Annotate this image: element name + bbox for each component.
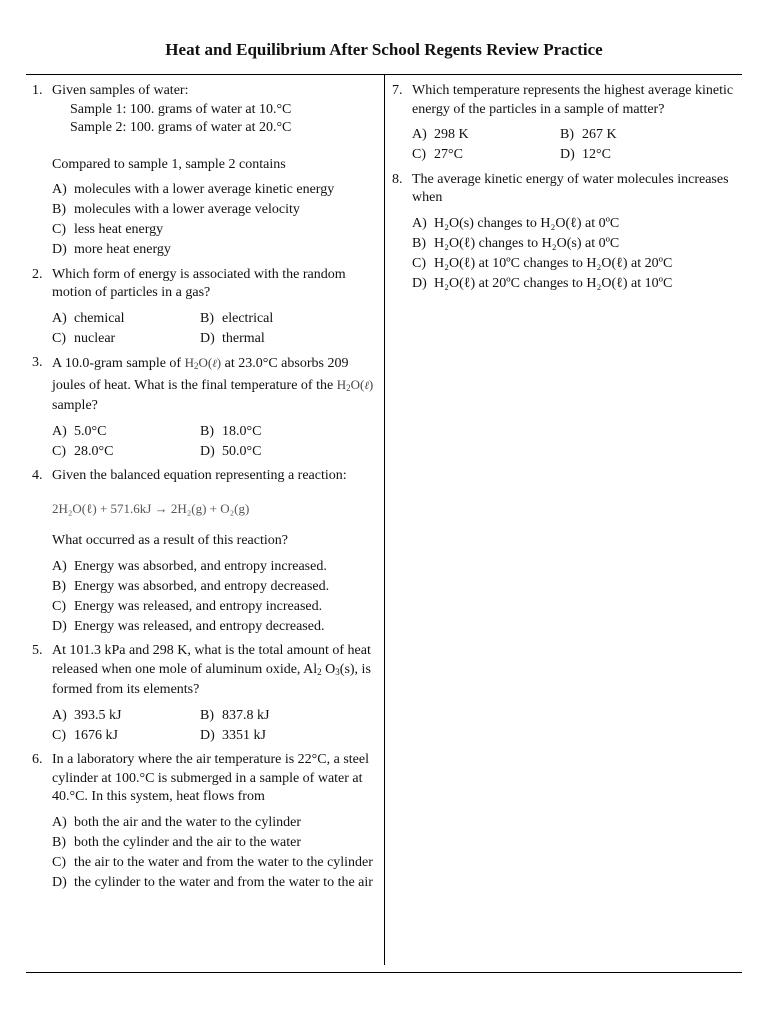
column-divider	[384, 75, 385, 965]
answer-choices	[52, 558, 377, 637]
choice-c[interactable]: C) less heat energy	[52, 222, 164, 237]
right-column	[392, 82, 737, 299]
choice-d[interactable]: D) H₂O(ℓ) at 20ºC changes to H₂O(ℓ) at 10ºC	[412, 275, 673, 291]
choice-c[interactable]: C) 28.0°C	[52, 443, 114, 459]
choice-c[interactable]: C) 27°C	[412, 147, 463, 162]
question-7	[392, 82, 737, 165]
answer-choices	[52, 814, 377, 893]
answer-choices	[52, 181, 377, 260]
question-number: 3.	[32, 355, 43, 370]
question-number: 1.	[32, 83, 43, 98]
choice-c[interactable]: C) 1676 kJ	[52, 727, 118, 743]
question-stem: In a laboratory where the air temperature is 22°C, a steel cylinder at 100.°C is submerged in a sample of water at 40.°C. In this system, heat flows from	[52, 752, 369, 804]
question-number: 2.	[32, 266, 43, 282]
answer-choices	[412, 215, 737, 294]
sample-line: Sample 2: 100. grams of water at 20.°C	[70, 120, 292, 135]
question-4	[32, 467, 377, 636]
choice-b[interactable]: B) 267 K	[560, 127, 617, 142]
page-title: Heat and Equilibrium After School Regents Review Practice	[165, 40, 603, 59]
choice-d[interactable]: D) the cylinder to the water and from the water to the air	[52, 874, 373, 890]
choice-a[interactable]: A) H₂O(s) changes to H₂O(ℓ) at 0ºC	[412, 215, 620, 231]
choice-b[interactable]: B) Energy was absorbed, and entropy decreased.	[52, 578, 330, 594]
choice-c[interactable]: C) Energy was released, and entropy increased.	[52, 598, 323, 614]
choice-d[interactable]: D) more heat energy	[52, 242, 171, 257]
question-stem: Which temperature represents the highest average kinetic energy of the particles in a sample of matter?	[412, 83, 734, 117]
question-stem: The average kinetic energy of water molecules increases when	[412, 171, 729, 205]
question-8	[392, 171, 737, 294]
answer-choices	[52, 423, 377, 462]
question-1	[32, 82, 377, 260]
question-2	[32, 266, 377, 349]
choice-b[interactable]: B) H₂O(ℓ) changes to H₂O(s) at 0ºC	[412, 235, 620, 251]
choice-a[interactable]: A) 5.0°C	[52, 423, 107, 439]
choice-d[interactable]: D) 50.0°C	[200, 443, 262, 459]
question-stem: Which form of energy is associated with the random motion of particles in a gas?	[52, 266, 346, 300]
choice-c[interactable]: C) nuclear	[52, 330, 116, 346]
choice-a[interactable]: A) molecules with a lower average kinetic energy	[52, 182, 335, 197]
answer-choices	[52, 310, 377, 349]
reaction-equation: 2H₂O(ℓ) + 571.6kJ → 2H₂(g) + O₂(g)	[52, 500, 250, 516]
left-column	[32, 82, 377, 898]
choice-b[interactable]: B) electrical	[200, 310, 274, 326]
choice-d[interactable]: D) 3351 kJ	[200, 727, 266, 743]
choice-a[interactable]: A) 298 K	[412, 127, 469, 142]
choice-b[interactable]: B) 837.8 kJ	[200, 707, 270, 723]
choice-c[interactable]: C) the air to the water and from the water to the cylinder	[52, 854, 373, 870]
question-stem: A 10.0-gram sample of H2O(ℓ) at 23.0°C absorbs 209 joules of heat. What is the final temperature of the H2O(ℓ) sample?	[52, 355, 374, 413]
choice-a[interactable]: A) both the air and the water to the cylinder	[52, 814, 302, 830]
choice-d[interactable]: D) Energy was released, and entropy decreased.	[52, 618, 325, 634]
question-3	[32, 354, 377, 461]
water-formula: H2O(ℓ)	[336, 376, 374, 393]
choice-c[interactable]: C) H₂O(ℓ) at 10ºC changes to H₂O(ℓ) at 20ºC	[412, 255, 673, 271]
choice-b[interactable]: B) 18.0°C	[200, 423, 262, 439]
question-followup: What occurred as a result of this reaction?	[52, 533, 288, 548]
choice-a[interactable]: A) chemical	[52, 310, 125, 326]
question-6	[32, 751, 377, 892]
question-number: 5.	[32, 643, 43, 658]
sample-line: Sample 1: 100. grams of water at 10.°C	[70, 101, 292, 117]
choice-d[interactable]: D) thermal	[200, 330, 265, 346]
answer-choices	[52, 707, 377, 746]
bottom-rule	[26, 972, 742, 973]
question-number: 4.	[32, 468, 43, 483]
choice-d[interactable]: D) 12°C	[560, 147, 611, 162]
choice-b[interactable]: B) both the cylinder and the air to the water	[52, 834, 302, 850]
water-formula: H2O(ℓ)	[184, 355, 222, 371]
question-5	[32, 642, 377, 745]
choice-a[interactable]: A) Energy was absorbed, and entropy increased.	[52, 558, 327, 574]
question-number: 7.	[392, 83, 403, 98]
question-stem: Given samples of water:	[52, 83, 189, 98]
choice-b[interactable]: B) molecules with a lower average velocity	[52, 202, 300, 217]
answer-choices	[412, 126, 737, 165]
choice-a[interactable]: A) 393.5 kJ	[52, 707, 122, 723]
question-followup: Compared to sample 1, sample 2 contains	[52, 156, 286, 172]
question-number: 8.	[392, 171, 403, 187]
question-number: 6.	[32, 752, 43, 767]
question-stem: At 101.3 kPa and 298 K, what is the total amount of heat released when one mole of aluminum oxide, Al2 O3(s), is formed from its elements?	[52, 643, 371, 697]
question-stem: Given the balanced equation representing a reaction:	[52, 468, 347, 483]
